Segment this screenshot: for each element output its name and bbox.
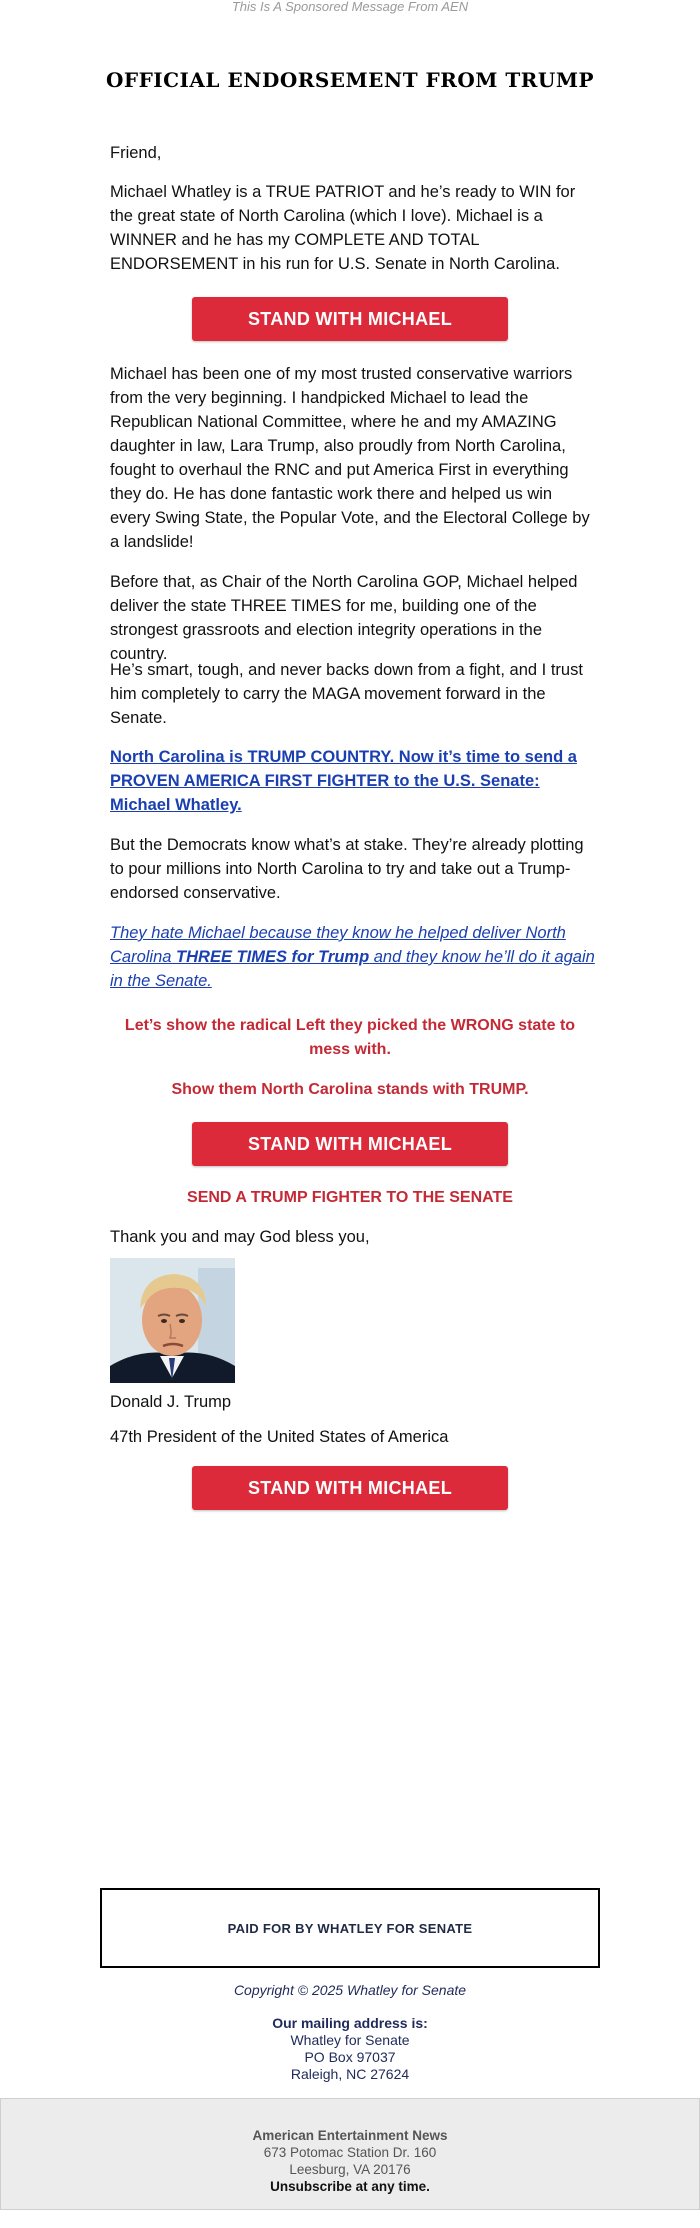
paragraph-endorsement: Michael Whatley is a TRUE PATRIOT and he’s ready to WIN for the great state of North Carolina (which I love). Michael is a WINNER and he has my COMPLETE AND TOTAL ENDORSEMENT in his run for U.S. Senate in North Carolina.	[110, 183, 576, 273]
aen-address-line-2: Leesburg, VA 20176	[289, 2162, 411, 2177]
mailing-line-2: PO Box 97037	[304, 2049, 396, 2065]
paragraph-smart-tough: He’s smart, tough, and never backs down from a fight, and I trust him completely to carry the MAGA movement forward in the Senate.	[110, 661, 583, 727]
paragraph-nc-gop: Before that, as Chair of the North Carolina GOP, Michael helped deliver the state THREE TIMES for me, building one of the strongest grassroots and election integrity operations in the country.	[110, 573, 578, 663]
greeting: Friend,	[110, 144, 162, 162]
mailing-heading: Our mailing address is:	[272, 2015, 428, 2031]
signature-name: Donald J. Trump	[110, 1393, 232, 1411]
sponsored-message: This Is A Sponsored Message From AEN	[231, 0, 469, 14]
aen-address-line-1: 673 Potomac Station Dr. 160	[263, 2145, 437, 2160]
wrong-state-callout: Let’s show the radical Left they picked the WRONG state to mess with.	[124, 1017, 576, 1058]
paid-for-box: PAID FOR BY WHATLEY FOR SENATE	[100, 1888, 600, 1968]
send-fighter-callout: SEND A TRUMP FIGHTER TO THE SENATE	[187, 1189, 513, 1206]
mailing-line-3: Raleigh, NC 27624	[290, 2066, 410, 2082]
stand-with-michael-button-3[interactable]: STAND WITH MICHAEL	[192, 1466, 508, 1510]
they-hate-michael-link[interactable]	[110, 921, 595, 993]
closing-line: Thank you and may God bless you,	[110, 1228, 370, 1246]
trump-country-link[interactable]: North Carolina is TRUMP COUNTRY. Now it’s time to send a PROVEN AMERICA FIRST FIGHTER to the U.S. Senate: Michael Whatley.	[110, 748, 577, 814]
signature-title: 47th President of the United States of America	[110, 1428, 449, 1446]
page-title: OFFICIAL ENDORSEMENT FROM TRUMP	[105, 68, 595, 92]
stand-with-michael-button-2[interactable]: STAND WITH MICHAEL	[192, 1122, 508, 1166]
italic-link-bold-part: THREE TIMES for Trump	[176, 948, 370, 966]
italic-link-part-a: They hate Michael because they know he helped deliver North Carolina	[110, 924, 566, 966]
mailing-line-1: Whatley for Senate	[290, 2032, 410, 2048]
paragraph-democrats: But the Democrats know what’s at stake. They’re already plotting to pour millions into North Carolina to try and take out a Trump-endorsed conservative.	[110, 836, 584, 902]
trump-portrait	[110, 1258, 235, 1383]
portrait-illustration	[110, 1258, 235, 1383]
aen-name: American Entertainment News	[252, 2128, 448, 2143]
aen-footer	[0, 2098, 700, 2210]
paragraph-trusted-warrior: Michael has been one of my most trusted conservative warriors from the very beginning. I handpicked Michael to lead the Republican National Committee, where he and my AMAZING daughter in law, Lara Trump, also proudly from North Carolina, fought to overhaul the RNC and put America First in everything they do. He has done fantastic work there and helped us win every Swing State, the Popular Vote, and the Electoral College by a landslide!	[110, 365, 590, 551]
unsubscribe-link[interactable]: Unsubscribe at any time.	[270, 2179, 430, 2194]
copyright: Copyright © 2025 Whatley for Senate	[233, 1982, 467, 1998]
italic-link-part-c: and they know he’ll do it again in the Senate.	[110, 948, 595, 990]
stand-with-michael-button-1[interactable]: STAND WITH MICHAEL	[192, 297, 508, 341]
nc-stands-callout: Show them North Carolina stands with TRUMP.	[171, 1081, 529, 1098]
